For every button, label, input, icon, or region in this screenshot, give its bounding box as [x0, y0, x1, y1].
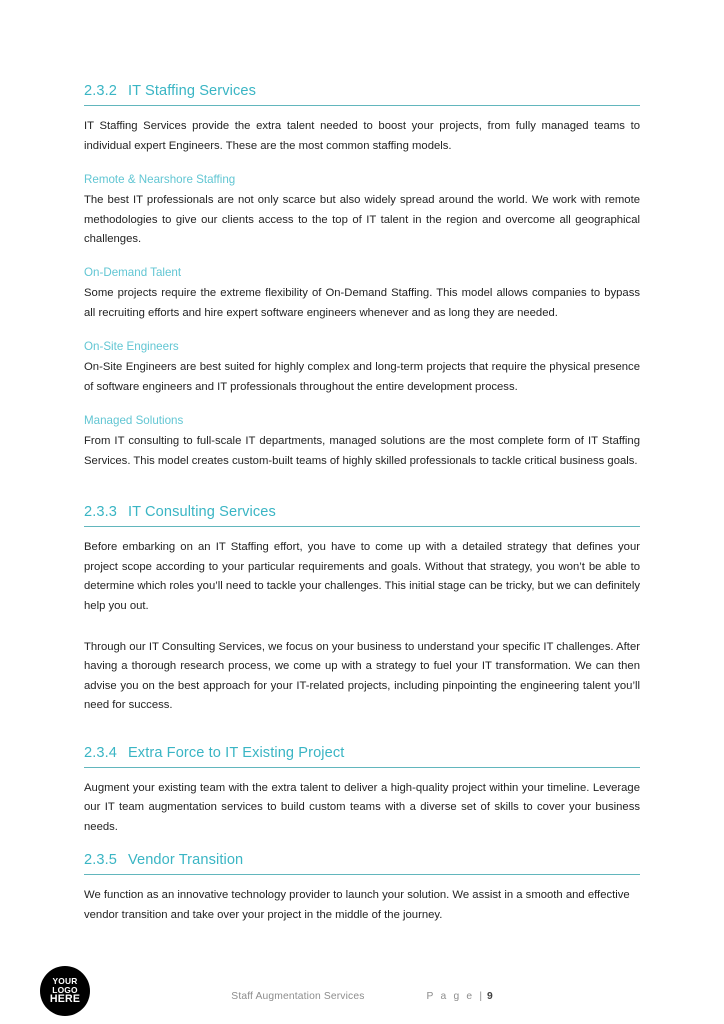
subsection-heading-managed-solutions: Managed Solutions	[84, 414, 184, 428]
footer-page-separator: |	[479, 991, 487, 1002]
section-2-3-5-paragraph-1: We function as an innovative technology provider to launch your solution. We assist in a smooth and effective vendor transition and take over your project in the middle of the journey.	[84, 889, 630, 921]
logo-line-1: YOUR	[52, 976, 78, 987]
section-title: Vendor Transition	[127, 852, 244, 869]
section-2-3-4-paragraph-1: Augment your existing team with the extra talent to deliver a high-quality project within your timeline. Leverage our IT team augmentation services to build custom teams with a diverse set of skills to cover your business needs.	[84, 781, 640, 833]
section-title: IT Staffing Services	[127, 83, 256, 99]
section-2-3-2-intro-paragraph: IT Staffing Services provide the extra talent needed to boost your projects, from fully managed teams to individual expert Engineers. These are the most common staffing models.	[84, 120, 640, 152]
page-footer	[0, 928, 724, 1024]
section-heading-2-3-2	[84, 82, 640, 106]
subsection-body-managed-solutions: From IT consulting to full-scale IT departments, managed solutions are the most complete form of IT Staffing Services. This model creates custom-built teams of highly skilled professionals to tackle critical business goals.	[84, 435, 640, 467]
footer-text-group	[0, 991, 724, 1002]
section-title: Extra Force to IT Existing Project	[127, 744, 345, 761]
subsection-body-on-site-engineers: On-Site Engineers are best suited for highly complex and long-term projects that require the physical presence of software engineers and IT professionals throughout the entire development process.	[84, 361, 640, 393]
section-number: 2.3.4	[84, 744, 117, 761]
section-number: 2.3.3	[84, 504, 117, 521]
logo-line-3: HERE	[49, 993, 81, 1006]
subsection-body-remote-nearshore-staffing: The best IT professionals are not only scarce but also widely spread around the world. We work with remote methodologies to give our clients access to the top of IT talent in the region and overcome all geographical challenges.	[84, 194, 640, 245]
section-number: 2.3.5	[84, 852, 117, 869]
footer-document-title: Staff Augmentation Services	[231, 991, 365, 1002]
section-heading-2-3-5	[84, 851, 640, 875]
section-title: IT Consulting Services	[127, 504, 276, 521]
subsection-heading-remote-nearshore-staffing: Remote & Nearshore Staffing	[84, 173, 236, 187]
footer-page-number: 9	[486, 991, 493, 1002]
section-2-3-3-paragraph-1: Before embarking on an IT Staffing effort, you have to come up with a detailed strategy that defines your project scope according to your particular requirements and goals. Without that strategy, you won’t be able to determine which roles you’ll need to tackle your challenges. This initial stage can be tricky, but we can definitely help you out.	[84, 541, 640, 612]
section-number: 2.3.2	[84, 83, 117, 99]
subsection-heading-on-demand-talent: On-Demand Talent	[84, 266, 182, 280]
page-content	[84, 82, 640, 925]
section-2-3-3-paragraph-2: Through our IT Consulting Services, we focus on your business to understand your specific IT challenges. After having a thorough research process, we come up with a strategy to fuel your IT transformation. We can then advise you on the best approach for your IT-related projects, including pinpointing the engineering talent you’ll need for success.	[84, 641, 640, 712]
footer-page-label: P a g e	[426, 991, 480, 1002]
section-heading-2-3-3	[84, 503, 640, 527]
footer-page-indicator	[427, 991, 493, 1002]
section-heading-2-3-4	[84, 744, 640, 768]
logo-line-2: LOGO	[52, 984, 78, 995]
subsection-heading-on-site-engineers: On-Site Engineers	[84, 340, 179, 354]
subsection-body-on-demand-talent: Some projects require the extreme flexibility of On-Demand Staffing. This model allows companies to bypass all recruiting efforts and hire expert software engineers whenever and as long they are needed.	[84, 287, 640, 319]
